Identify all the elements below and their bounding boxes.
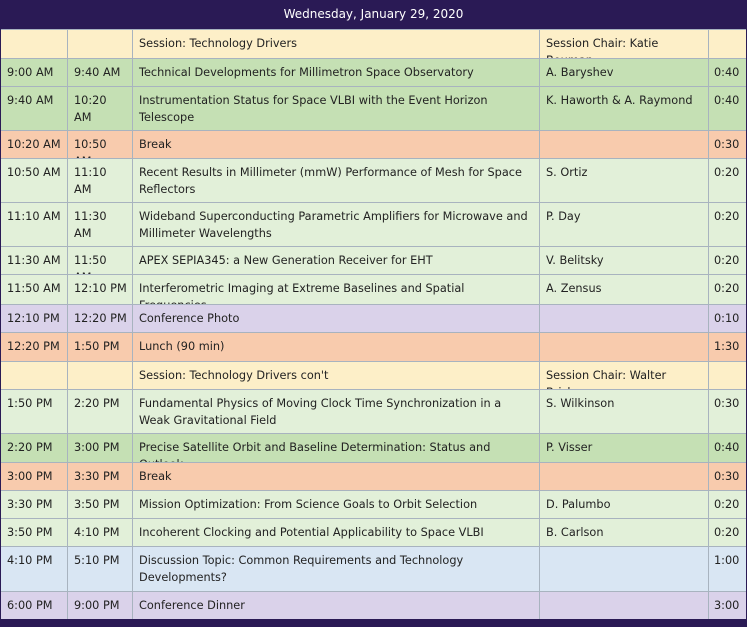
talk-row bbox=[1, 518, 746, 546]
end-time-cell: 11:30 AM bbox=[67, 203, 132, 246]
talk-row bbox=[1, 246, 746, 274]
duration-cell: 0:40 bbox=[708, 87, 746, 130]
duration-cell: 0:30 bbox=[708, 390, 746, 433]
start-time-cell: 3:00 PM bbox=[7, 470, 53, 483]
speaker-cell bbox=[539, 305, 708, 332]
speaker-cell bbox=[539, 131, 708, 158]
session-title-cell: Precise Satellite Orbit and Baseline Determination: Status and bbox=[132, 434, 539, 462]
talk-row bbox=[1, 490, 746, 518]
start-time-cell: 1:50 PM bbox=[7, 397, 53, 410]
lunch-row bbox=[1, 332, 746, 361]
duration-cell: 0:10 bbox=[708, 305, 746, 332]
end-time-cell: 11:10 AM bbox=[67, 159, 132, 202]
end-time-cell: 2:20 PM bbox=[67, 390, 132, 433]
speaker-cell: V. Belitsky bbox=[539, 247, 708, 274]
discussion-row bbox=[1, 546, 746, 591]
duration-cell: 0:40 bbox=[708, 59, 746, 86]
duration-cell: 0:30 bbox=[708, 463, 746, 490]
duration-cell: 0:30 bbox=[708, 131, 746, 158]
duration-cell: 0:20 bbox=[708, 275, 746, 304]
session-title-cell: Session: Technology Drivers bbox=[132, 30, 539, 58]
talk-row bbox=[1, 389, 746, 433]
end-time-cell: 11:50 bbox=[67, 247, 132, 274]
duration-cell: 1:00 bbox=[708, 547, 746, 591]
speaker-cell: K. Haworth & A. Raymond bbox=[539, 87, 708, 130]
start-time-cell: 11:10 AM bbox=[7, 210, 61, 223]
session-title-cell: Instrumentation Status for Space VLBI with the Event Horizon Telescope bbox=[132, 87, 539, 130]
start-time-cell: 11:50 AM bbox=[7, 282, 61, 295]
session-title-cell: Break bbox=[132, 131, 539, 158]
speaker-cell bbox=[539, 592, 708, 619]
duration-cell: 0:20 bbox=[708, 159, 746, 202]
end-time-cell: 3:00 PM bbox=[67, 434, 132, 462]
speaker-cell bbox=[539, 463, 708, 490]
start-time-cell bbox=[1, 30, 67, 58]
date-header: Wednesday, January 29, 2020 bbox=[0, 0, 747, 29]
session-title-cell: Conference Dinner bbox=[132, 592, 539, 619]
speaker-cell: S. Wilkinson bbox=[539, 390, 708, 433]
duration-cell: 0:40 bbox=[708, 434, 746, 462]
duration-cell bbox=[708, 362, 746, 389]
table-bottom-border bbox=[0, 619, 747, 627]
start-time-cell: 10:50 AM bbox=[7, 166, 61, 179]
end-time-cell: 1:50 PM bbox=[67, 333, 132, 361]
talk-row bbox=[1, 158, 746, 202]
speaker-cell bbox=[539, 547, 708, 591]
session-title-cell: APEX SEPIA345: a New Generation Receiver for EHT bbox=[132, 247, 539, 274]
talk-row bbox=[1, 274, 746, 304]
end-time-cell bbox=[67, 362, 132, 389]
duration-cell: 0:20 bbox=[708, 203, 746, 246]
speaker-cell: A. Zensus bbox=[539, 275, 708, 304]
end-time-cell: 4:10 PM bbox=[67, 519, 132, 546]
duration-cell: 1:30 bbox=[708, 333, 746, 361]
speaker-cell: P. Visser bbox=[539, 434, 708, 462]
start-time-cell: 11:30 AM bbox=[7, 254, 61, 267]
talk-row bbox=[1, 86, 746, 130]
start-time-cell: 3:30 PM bbox=[7, 498, 53, 511]
start-time-cell bbox=[1, 362, 67, 389]
end-time-cell: 10:50 bbox=[67, 131, 132, 158]
speaker-cell: D. Palumbo bbox=[539, 491, 708, 518]
duration-cell bbox=[708, 30, 746, 58]
duration-cell: 3:00 bbox=[708, 592, 746, 619]
session-header-row bbox=[1, 361, 746, 389]
end-time-cell: 9:40 AM bbox=[67, 59, 132, 86]
start-time-cell: 6:00 PM bbox=[7, 599, 53, 612]
start-time-cell: 2:20 PM bbox=[7, 441, 53, 454]
end-time-cell: 5:10 PM bbox=[67, 547, 132, 591]
duration-cell: 0:20 bbox=[708, 247, 746, 274]
speaker-cell: P. Day bbox=[539, 203, 708, 246]
start-time-cell: 3:50 PM bbox=[7, 526, 53, 539]
session-title-cell: Break bbox=[132, 463, 539, 490]
start-time-cell: 12:10 PM bbox=[7, 312, 60, 325]
break-row bbox=[1, 462, 746, 490]
end-time-cell bbox=[67, 30, 132, 58]
speaker-cell bbox=[539, 333, 708, 361]
talk-row bbox=[1, 433, 746, 462]
end-time-cell: 9:00 PM bbox=[67, 592, 132, 619]
start-time-cell: 12:20 PM bbox=[7, 340, 60, 353]
session-title-cell: Lunch (90 min) bbox=[132, 333, 539, 361]
start-time-cell: 9:00 AM bbox=[7, 66, 54, 79]
session-title-cell: Incoherent Clocking and Potential Applicability to Space VLBI bbox=[132, 519, 539, 546]
end-time-cell: 3:30 PM bbox=[67, 463, 132, 490]
break-row bbox=[1, 130, 746, 158]
speaker-cell: Session Chair: Walter bbox=[539, 362, 708, 389]
speaker-cell: A. Baryshev bbox=[539, 59, 708, 86]
session-title-cell: Mission Optimization: From Science Goals to Orbit Selection bbox=[132, 491, 539, 518]
end-time-cell: 12:20 PM bbox=[67, 305, 132, 332]
end-time-cell: 10:20 AM bbox=[67, 87, 132, 130]
session-title-cell: Interferometric Imaging at Extreme Baselines and Spatial bbox=[132, 275, 539, 304]
end-time-cell: 12:10 PM bbox=[67, 275, 132, 304]
dinner-row bbox=[1, 591, 746, 619]
speaker-cell: Session Chair: Katie bbox=[539, 30, 708, 58]
session-title-cell: Conference Photo bbox=[132, 305, 539, 332]
session-title-cell: Session: Technology Drivers con't bbox=[132, 362, 539, 389]
talk-row bbox=[1, 58, 746, 86]
session-title-cell: Wideband Superconducting Parametric Amplifiers for Microwave and Millimeter Wavelengths bbox=[132, 203, 539, 246]
session-title-cell: Discussion Topic: Common Requirements and Technology Developments? bbox=[132, 547, 539, 591]
photo-row bbox=[1, 304, 746, 332]
start-time-cell: 9:40 AM bbox=[7, 94, 54, 107]
end-time-cell: 3:50 PM bbox=[67, 491, 132, 518]
speaker-cell: B. Carlson bbox=[539, 519, 708, 546]
speaker-cell: S. Ortiz bbox=[539, 159, 708, 202]
start-time-cell: 4:10 PM bbox=[7, 554, 53, 567]
session-title-cell: Technical Developments for Millimetron Space Observatory bbox=[132, 59, 539, 86]
session-title-cell: Recent Results in Millimeter (mmW) Performance of Mesh for Space Reflectors bbox=[132, 159, 539, 202]
session-header-row bbox=[1, 29, 746, 58]
talk-row bbox=[1, 202, 746, 246]
session-title-cell: Fundamental Physics of Moving Clock Time Synchronization in a Weak Gravitational Field bbox=[132, 390, 539, 433]
duration-cell: 0:20 bbox=[708, 519, 746, 546]
duration-cell: 0:20 bbox=[708, 491, 746, 518]
start-time-cell: 10:20 AM bbox=[7, 138, 61, 151]
